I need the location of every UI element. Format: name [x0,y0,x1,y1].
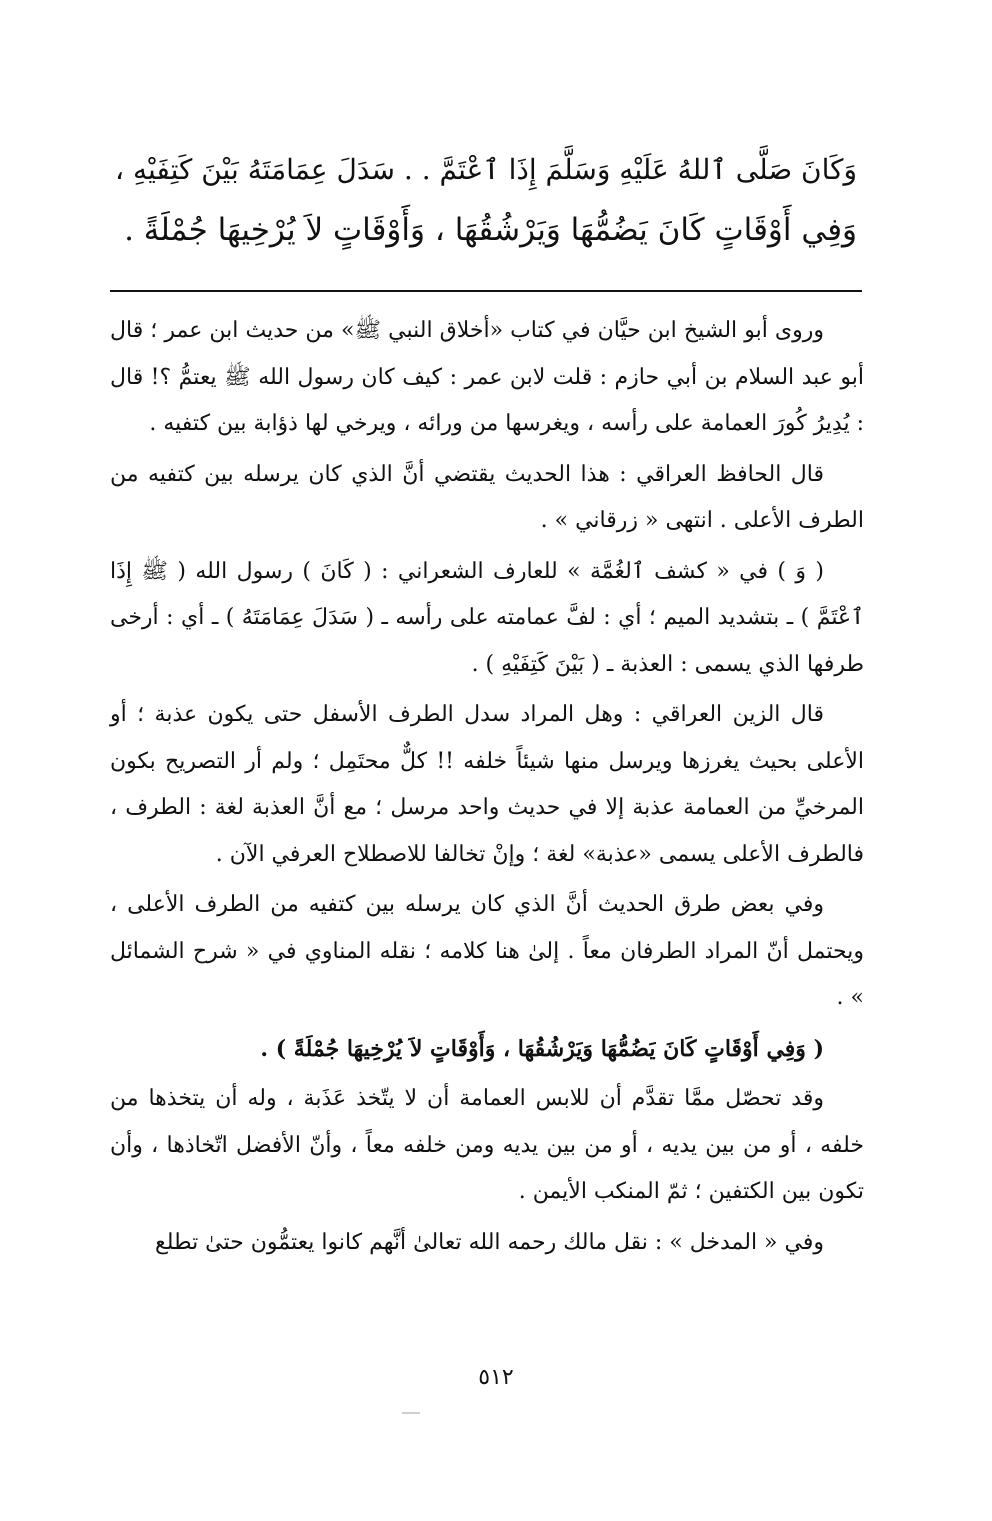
commentary-paragraph: وفي « المدخل » : نقل مالك رحمه الله تعالىٰ أنَّهم كانوا يعتمُّون حتىٰ تطلع [155,1229,824,1255]
scan-mark [402,1412,420,1414]
commentary-paragraph: وقد تحصّل ممَّا تقدَّم أن للابس العمامة أن لا يتّخذ عَذَبة ، وله أن يتخذها من خلفه ، أو من بين يديه ، أو من بين يديه ومن خلفه معاً ، وأنّ الأفضل اتّخاذها ، وأن تكون بين الكتفين ؛ ثمّ المنكب الأيمن . [110,1086,864,1204]
commentary-block [110,308,864,1270]
commentary-paragraph: وفي بعض طرق الحديث أنَّ الذي كان يرسله بين كتفيه من الطرف الأعلى ، ويحتمل أنّ المراد الطرفان معاً . إلىٰ هنا كلامه ؛ نقله المناوي في « شرح الشمائل » . [110,892,864,1010]
separator-rule [110,290,862,292]
commentary-paragraph: وروى أبو الشيخ ابن حيَّان في كتاب «أخلاق النبي ﷺ» من حديث ابن عمر ؛ قال أبو عبد السلام بن أبي حازم : قلت لابن عمر : كيف كان رسول الله ﷺ يعتمُّ ؟! قال : يُدِيرُ كُورَ العمامة على رأسه ، ويغرسها من ورائه ، ويرخي لها ذؤابة بين كتفيه . [110,318,864,436]
main-text-block [110,140,857,260]
page-number: ٥١٢ [478,1365,514,1390]
commentary-paragraph: ( وَ ) في « كشف ٱلغُمَّة » للعارف الشعراني : ( كَانَ ) رسول الله ( ﷺ إِذَا ٱعْتَمَّ ) ـ بتشديد الميم ؛ أي : لفَّ عمامته على رأسه ـ ( سَدَلَ عِمَامَتَهُ ) ـ أي : أرخى طرفها الذي يسمى : العذبة ـ ( بَيْنَ كَتِفَيْهِ ) . [110,558,864,677]
main-text-line: وَفِي أَوْقَاتٍ كَانَ يَضُمُّهَا وَيَرْشُقُهَا ، وَأَوْقَاتٍ لاَ يُرْخِيهَا جُمْلَةً . [124,212,857,248]
commentary-paragraph: قال الحافظ العراقي : هذا الحديث يقتضي أنَّ الذي كان يرسله بين كتفيه من الطرف الأعلى . انتهى « زرقاني » . [110,461,864,533]
quoted-main-text: ( وَفِي أَوْقَاتٍ كَانَ يَضُمُّهَا وَيَرْشُقُهَا ، وَأَوْقَاتٍ لاَ يُرْخِيهَا جُمْلَةً ) . [260,1035,824,1062]
commentary-paragraph: قال الزين العراقي : وهل المراد سدل الطرف الأسفل حتى يكون عذبة ؛ أو الأعلى بحيث يغرزها ويرسل منها شيئاً خلفه !! كلٌّ محتَمِل ؛ ولم أر التصريح بكون المرخيِّ من العمامة عذبة إلا في حديث واحد مرسل ؛ مع أنَّ العذبة لغة : الطرف ، فالطرف الأعلى يسمى «عذبة» لغة ؛ وإنْ تخالفا للاصطلاح العرفي الآن . [110,702,864,867]
main-text-line: وَكَانَ صَلَّى ٱللهُ عَلَيْهِ وَسَلَّمَ إِذَا ٱعْتَمَّ . . سَدَلَ عِمَامَتَهُ بَيْنَ كَتِفَيْهِ ، [115,153,857,186]
